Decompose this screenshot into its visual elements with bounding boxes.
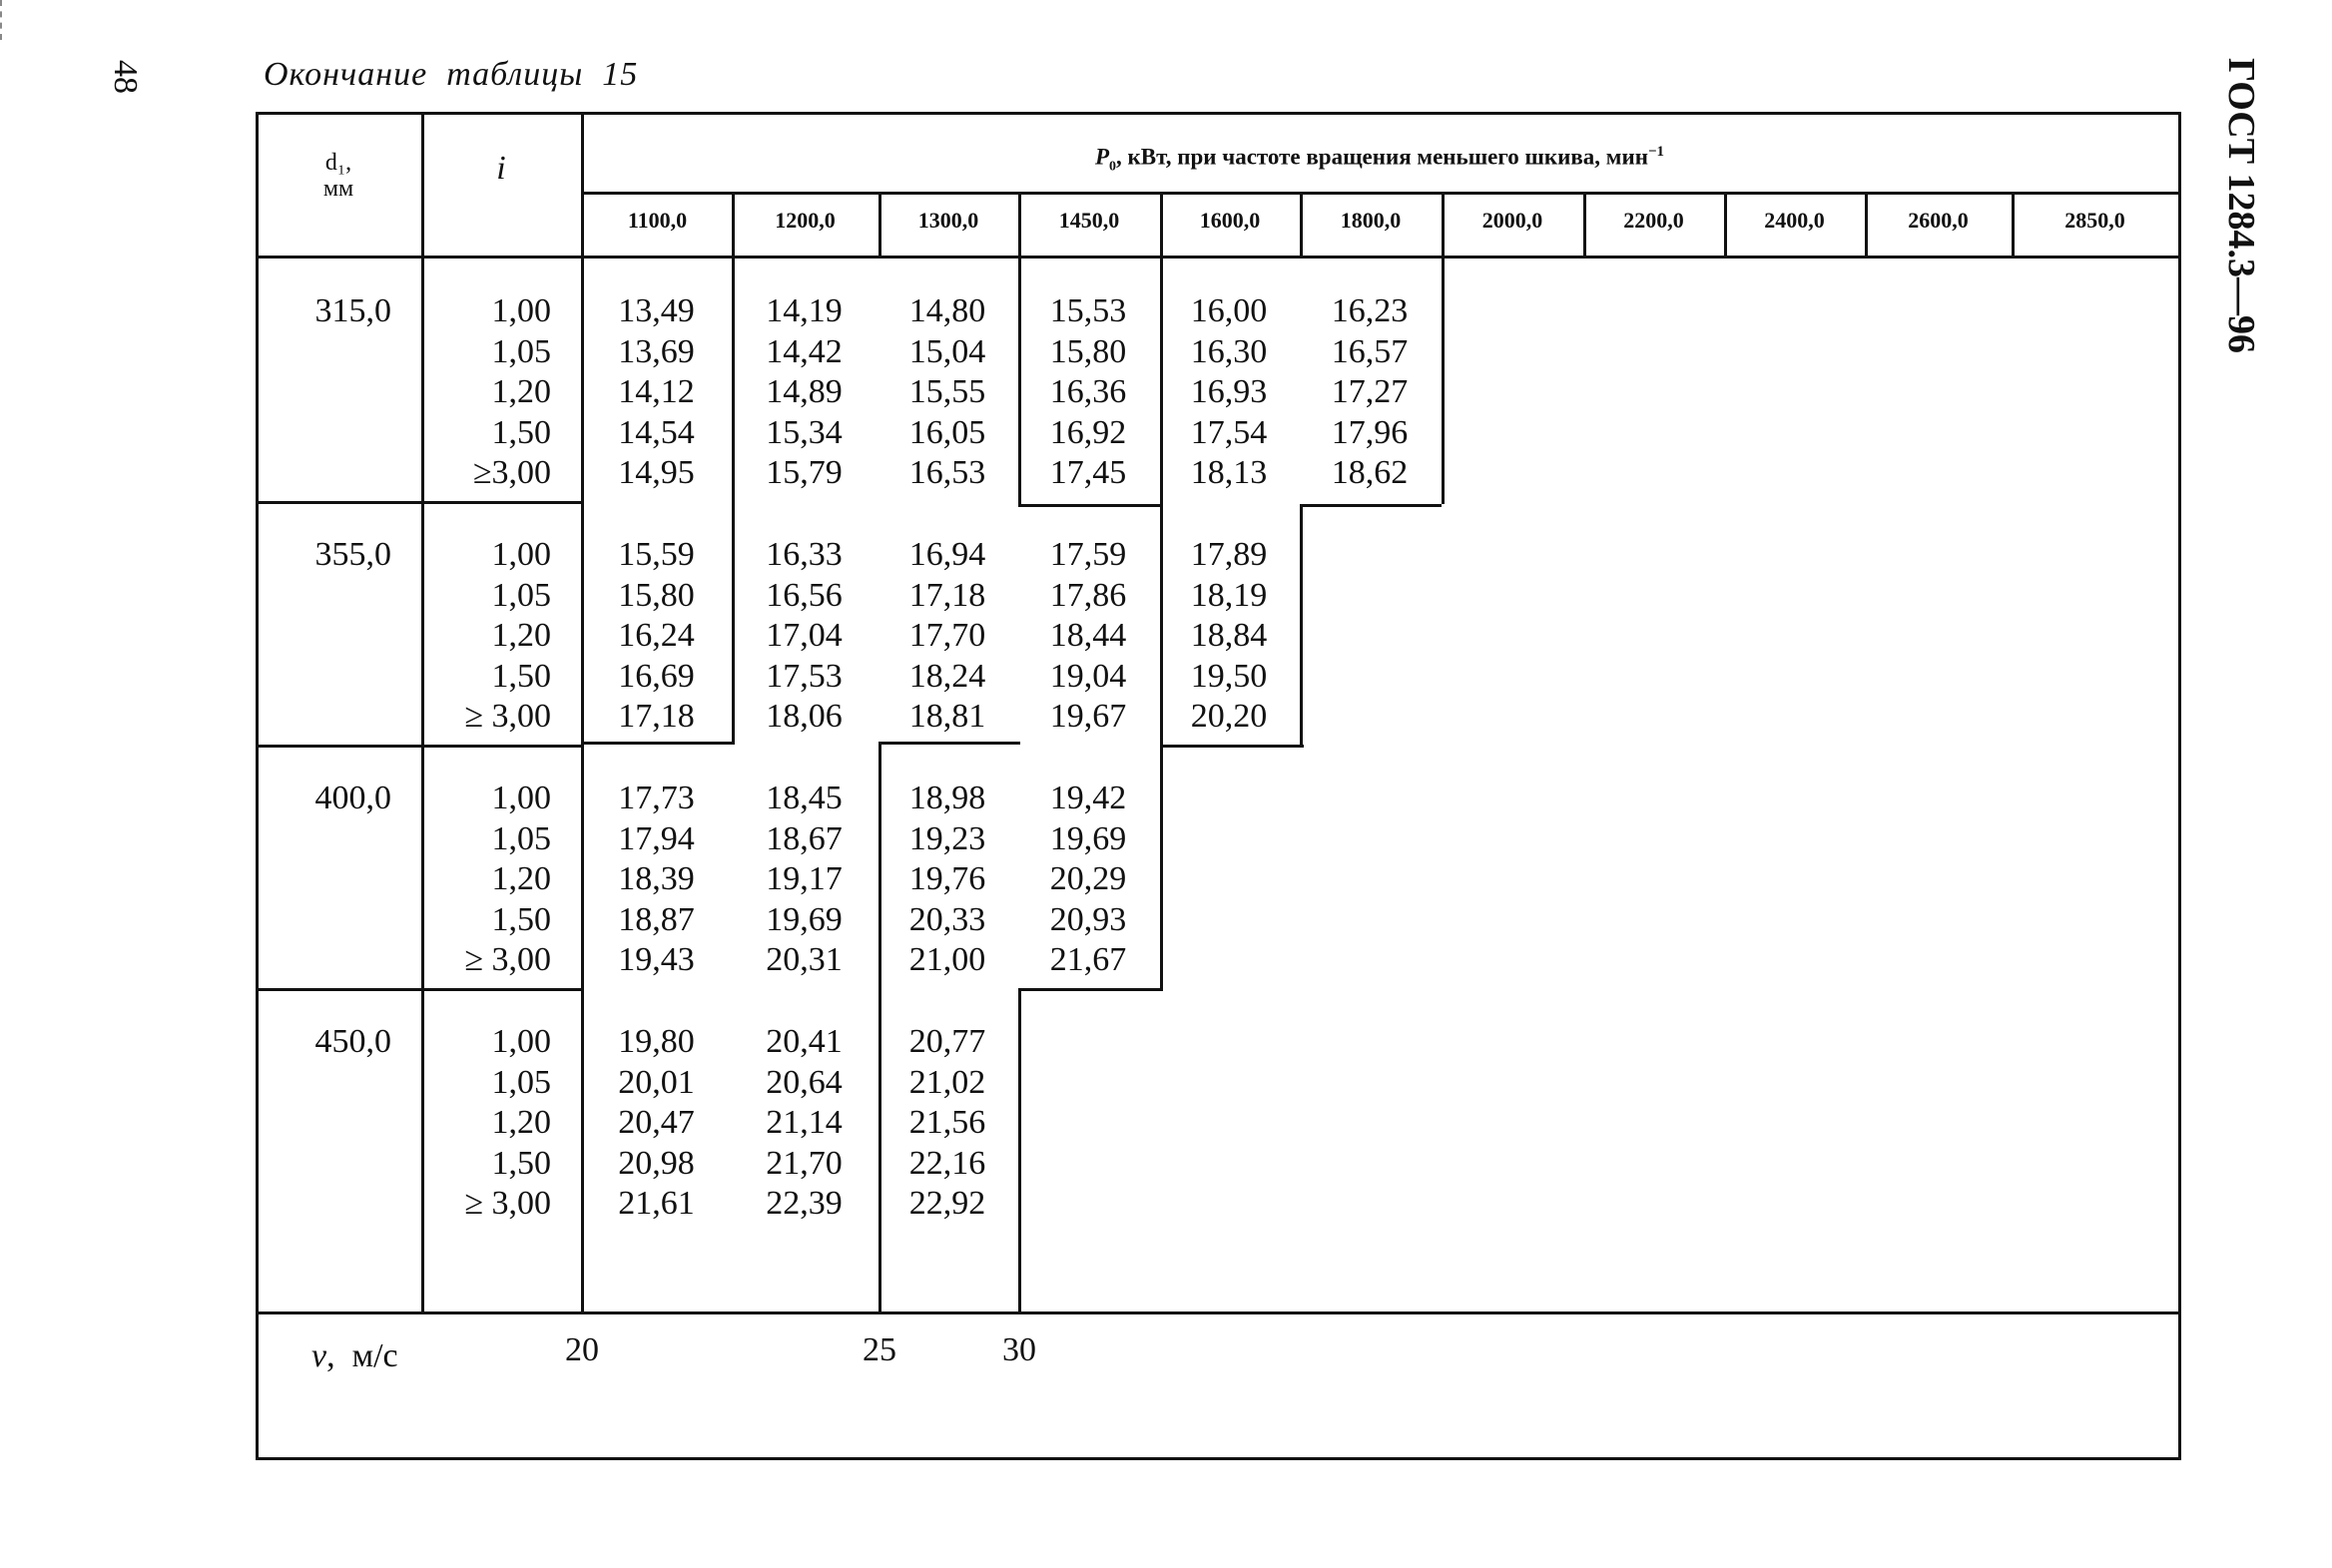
power-value: 18,19 <box>1190 576 1268 614</box>
power-subscript: 0 <box>1109 159 1117 175</box>
column-header-d-line: мм <box>322 176 354 203</box>
ratio-value: 1,50 <box>491 413 551 451</box>
power-value: 18,06 <box>766 698 843 735</box>
ratio-value: 1,05 <box>491 1063 551 1101</box>
power-value: 17,59 <box>1049 536 1127 573</box>
power-value: 17,70 <box>908 617 986 654</box>
power-value: 22,16 <box>908 1144 986 1182</box>
ratio-value: ≥3,00 <box>472 454 551 491</box>
power-value: 16,53 <box>908 454 986 491</box>
table-right-border <box>2178 112 2181 1460</box>
power-value: 14,80 <box>908 292 986 329</box>
frequency-row-top-rule <box>581 192 2181 195</box>
pulley-diameter-cell: 400,0 <box>314 780 391 816</box>
power-value: 18,44 <box>1049 617 1127 654</box>
header-bottom-rule <box>256 256 2181 259</box>
zone-rule <box>878 742 1020 745</box>
ratio-value: 1,00 <box>491 780 551 816</box>
ratio-value: 1,50 <box>491 900 551 938</box>
power-value: 19,23 <box>908 819 986 857</box>
frequency-header-cell: 1600,0 <box>1199 208 1261 233</box>
power-value: 16,30 <box>1190 332 1268 370</box>
frequency-column-rule <box>1583 192 1586 258</box>
power-value: 17,18 <box>908 576 986 614</box>
frequency-column-rule <box>1865 192 1868 258</box>
power-value: 16,23 <box>1331 292 1409 329</box>
power-value: 19,43 <box>618 941 695 978</box>
power-value: 18,39 <box>618 860 695 897</box>
ratio-value: 1,20 <box>491 617 551 654</box>
ratio-cell <box>423 535 551 738</box>
frequency-header-cell: 1100,0 <box>627 208 688 233</box>
table-bottom-border <box>256 1457 2181 1460</box>
power-value: 14,19 <box>766 292 843 329</box>
power-value: 20,29 <box>1049 860 1127 897</box>
power-value: 16,05 <box>908 413 986 451</box>
power-value-column <box>1020 535 1156 738</box>
column-header-d-text <box>256 150 421 203</box>
power-value: 18,45 <box>766 780 843 816</box>
ratio-value: 1,05 <box>491 819 551 857</box>
frequency-header-cell: 2200,0 <box>1623 208 1684 233</box>
power-value-column <box>585 535 728 738</box>
power-value: 21,70 <box>766 1144 843 1182</box>
scan-edge-mark <box>0 0 5 40</box>
power-value: 14,54 <box>618 413 695 451</box>
power-value: 18,24 <box>908 657 986 695</box>
power-value: 19,50 <box>1190 657 1268 695</box>
power-value: 13,69 <box>618 332 695 370</box>
table-caption: Окончание таблицы 15 <box>264 56 639 93</box>
power-value: 20,33 <box>908 900 986 938</box>
power-value-column <box>1302 291 1438 494</box>
frequency-header-cell: 2600,0 <box>1908 208 1969 233</box>
power-value: 17,45 <box>1049 454 1127 491</box>
power-value: 19,80 <box>618 1023 695 1060</box>
power-value: 20,93 <box>1049 900 1127 938</box>
ratio-cell <box>423 1022 551 1225</box>
zone-rule <box>1018 504 1160 507</box>
power-value: 17,86 <box>1049 576 1127 614</box>
power-value-column <box>734 535 874 738</box>
table-top-border <box>256 112 2181 115</box>
power-value: 17,18 <box>618 698 695 735</box>
power-value: 15,04 <box>908 332 986 370</box>
power-header-exponent: −1 <box>1647 144 1665 160</box>
frequency-header-cell: 2000,0 <box>1481 208 1543 233</box>
ratio-value: 1,50 <box>491 657 551 695</box>
frequency-header-cell: 1450,0 <box>1058 208 1120 233</box>
power-value: 14,42 <box>766 332 843 370</box>
zone-rule <box>1018 988 1021 1313</box>
power-value: 19,42 <box>1049 780 1127 816</box>
zone-rule <box>581 742 735 745</box>
power-value: 15,55 <box>908 373 986 410</box>
power-value: 15,34 <box>766 413 843 451</box>
power-value: 19,17 <box>766 860 843 897</box>
power-value: 17,73 <box>618 780 695 816</box>
velocity-unit: , м/с <box>326 1337 398 1374</box>
pulley-diameter-cell: 450,0 <box>314 1023 391 1060</box>
ratio-value: 1,00 <box>491 292 551 329</box>
power-value: 20,31 <box>766 941 843 978</box>
power-value: 14,89 <box>766 373 843 410</box>
frequency-column-rule <box>1724 192 1727 258</box>
zone-rule <box>1300 504 1303 745</box>
ratio-value: 1,20 <box>491 1104 551 1141</box>
velocity-tick: 20 <box>565 1331 599 1368</box>
column-header-d <box>256 150 421 203</box>
frequency-column-rule <box>732 192 735 258</box>
power-value-column <box>585 291 728 494</box>
zone-rule <box>1018 988 1160 991</box>
ratio-value: 1,05 <box>491 332 551 370</box>
ratio-cell <box>423 779 551 981</box>
velocity-tick: 30 <box>1002 1331 1036 1368</box>
power-value: 15,53 <box>1049 292 1127 329</box>
frequency-column-rule <box>2012 192 2015 258</box>
power-value: 16,36 <box>1049 373 1127 410</box>
power-value: 21,61 <box>618 1185 695 1222</box>
frequency-header-cell: 1800,0 <box>1340 208 1402 233</box>
power-value: 15,59 <box>618 536 695 573</box>
ratio-value: 1,00 <box>491 1023 551 1060</box>
power-value: 22,92 <box>908 1185 986 1222</box>
power-value: 16,33 <box>766 536 843 573</box>
power-value-column <box>585 1022 728 1225</box>
power-value: 18,67 <box>766 819 843 857</box>
frequency-column-rule <box>1160 192 1163 258</box>
zone-rule <box>1300 504 1442 507</box>
power-header-text: , кВт, при частоте вращения меньшего шкива, мин <box>1116 144 1648 170</box>
power-value-column <box>880 779 1014 981</box>
ratio-value: ≥ 3,00 <box>464 698 551 735</box>
power-value: 17,94 <box>618 819 695 857</box>
power-value: 20,01 <box>618 1063 695 1101</box>
frequency-column-rule <box>878 192 881 258</box>
power-value: 22,39 <box>766 1185 843 1222</box>
ratio-value: ≥ 3,00 <box>464 941 551 978</box>
velocity-label <box>311 1337 398 1375</box>
power-value-column <box>880 535 1014 738</box>
table-body-bottom-border <box>256 1311 2181 1314</box>
power-value: 20,41 <box>766 1023 843 1060</box>
column-header-i: i <box>496 150 506 187</box>
velocity-symbol: v <box>311 1337 327 1374</box>
power-value: 15,79 <box>766 454 843 491</box>
power-value: 20,77 <box>908 1023 986 1060</box>
power-value: 16,93 <box>1190 373 1268 410</box>
zone-rule <box>1160 745 1304 748</box>
power-value: 14,95 <box>618 454 695 491</box>
frequency-header-cell: 2400,0 <box>1764 208 1825 233</box>
power-value: 16,69 <box>618 657 695 695</box>
power-value-column <box>734 1022 874 1225</box>
power-value: 19,67 <box>1049 698 1127 735</box>
power-value: 16,56 <box>766 576 843 614</box>
column-header-d-line: d₁, <box>324 150 352 176</box>
power-value: 17,04 <box>766 617 843 654</box>
ratio-value: 1,05 <box>491 576 551 614</box>
group-rule <box>256 745 581 748</box>
power-value: 21,00 <box>908 941 986 978</box>
power-value: 19,69 <box>1049 819 1127 857</box>
power-value: 20,20 <box>1190 698 1268 735</box>
power-value-column <box>734 779 874 981</box>
velocity-tick: 25 <box>863 1331 896 1368</box>
power-value: 18,98 <box>908 780 986 816</box>
power-value: 16,92 <box>1049 413 1127 451</box>
ratio-value: 1,00 <box>491 536 551 573</box>
ratio-value: ≥ 3,00 <box>464 1185 551 1222</box>
power-value-column <box>880 1022 1014 1225</box>
power-value-column <box>1162 291 1296 494</box>
power-value: 18,87 <box>618 900 695 938</box>
frequency-column-rule <box>1018 192 1021 258</box>
power-value: 16,24 <box>618 617 695 654</box>
power-value: 18,81 <box>908 698 986 735</box>
power-value: 16,00 <box>1190 292 1268 329</box>
power-value-column <box>880 291 1014 494</box>
power-value: 19,69 <box>766 900 843 938</box>
frequency-header-cell: 2850,0 <box>2064 208 2125 233</box>
power-value: 21,67 <box>1049 941 1127 978</box>
column-header-power <box>583 144 2176 175</box>
ratio-value: 1,20 <box>491 860 551 897</box>
standard-designation: ГОСТ 1284.3—96 <box>2220 58 2262 354</box>
power-value: 19,04 <box>1049 657 1127 695</box>
power-value-column <box>734 291 874 494</box>
power-value-column <box>585 779 728 981</box>
frequency-header-cell: 1300,0 <box>917 208 979 233</box>
power-value: 17,89 <box>1190 536 1268 573</box>
power-value: 16,94 <box>908 536 986 573</box>
power-value: 16,57 <box>1331 332 1409 370</box>
power-value: 17,53 <box>766 657 843 695</box>
ratio-value: 1,20 <box>491 373 551 410</box>
column-i-rule <box>581 112 584 1313</box>
frequency-header-cell: 1200,0 <box>775 208 836 233</box>
power-value: 20,64 <box>766 1063 843 1101</box>
power-value: 18,13 <box>1190 454 1268 491</box>
power-value: 14,12 <box>618 373 695 410</box>
ratio-cell <box>423 291 551 494</box>
power-value: 21,02 <box>908 1063 986 1101</box>
frequency-column-rule <box>1442 192 1445 258</box>
pulley-diameter-cell: 315,0 <box>314 292 391 329</box>
page-number: 48 <box>107 60 144 94</box>
group-rule <box>256 501 581 504</box>
power-value: 20,98 <box>618 1144 695 1182</box>
zone-rule <box>1442 256 1445 504</box>
power-value: 15,80 <box>618 576 695 614</box>
power-value-column <box>1020 779 1156 981</box>
power-value: 17,27 <box>1331 373 1409 410</box>
power-value: 13,49 <box>618 292 695 329</box>
power-value: 15,80 <box>1049 332 1127 370</box>
power-value: 20,47 <box>618 1104 695 1141</box>
power-value-column <box>1162 535 1296 738</box>
ratio-value: 1,50 <box>491 1144 551 1182</box>
power-value: 18,62 <box>1331 454 1409 491</box>
frequency-column-rule <box>1300 192 1303 258</box>
power-symbol: P <box>1094 144 1110 170</box>
power-value: 17,96 <box>1331 413 1409 451</box>
pulley-diameter-cell: 355,0 <box>314 536 391 573</box>
power-value: 17,54 <box>1190 413 1268 451</box>
power-value: 21,14 <box>766 1104 843 1141</box>
power-value-column <box>1020 291 1156 494</box>
power-value: 19,76 <box>908 860 986 897</box>
power-value: 21,56 <box>908 1104 986 1141</box>
power-value: 18,84 <box>1190 617 1268 654</box>
group-rule <box>256 988 581 991</box>
